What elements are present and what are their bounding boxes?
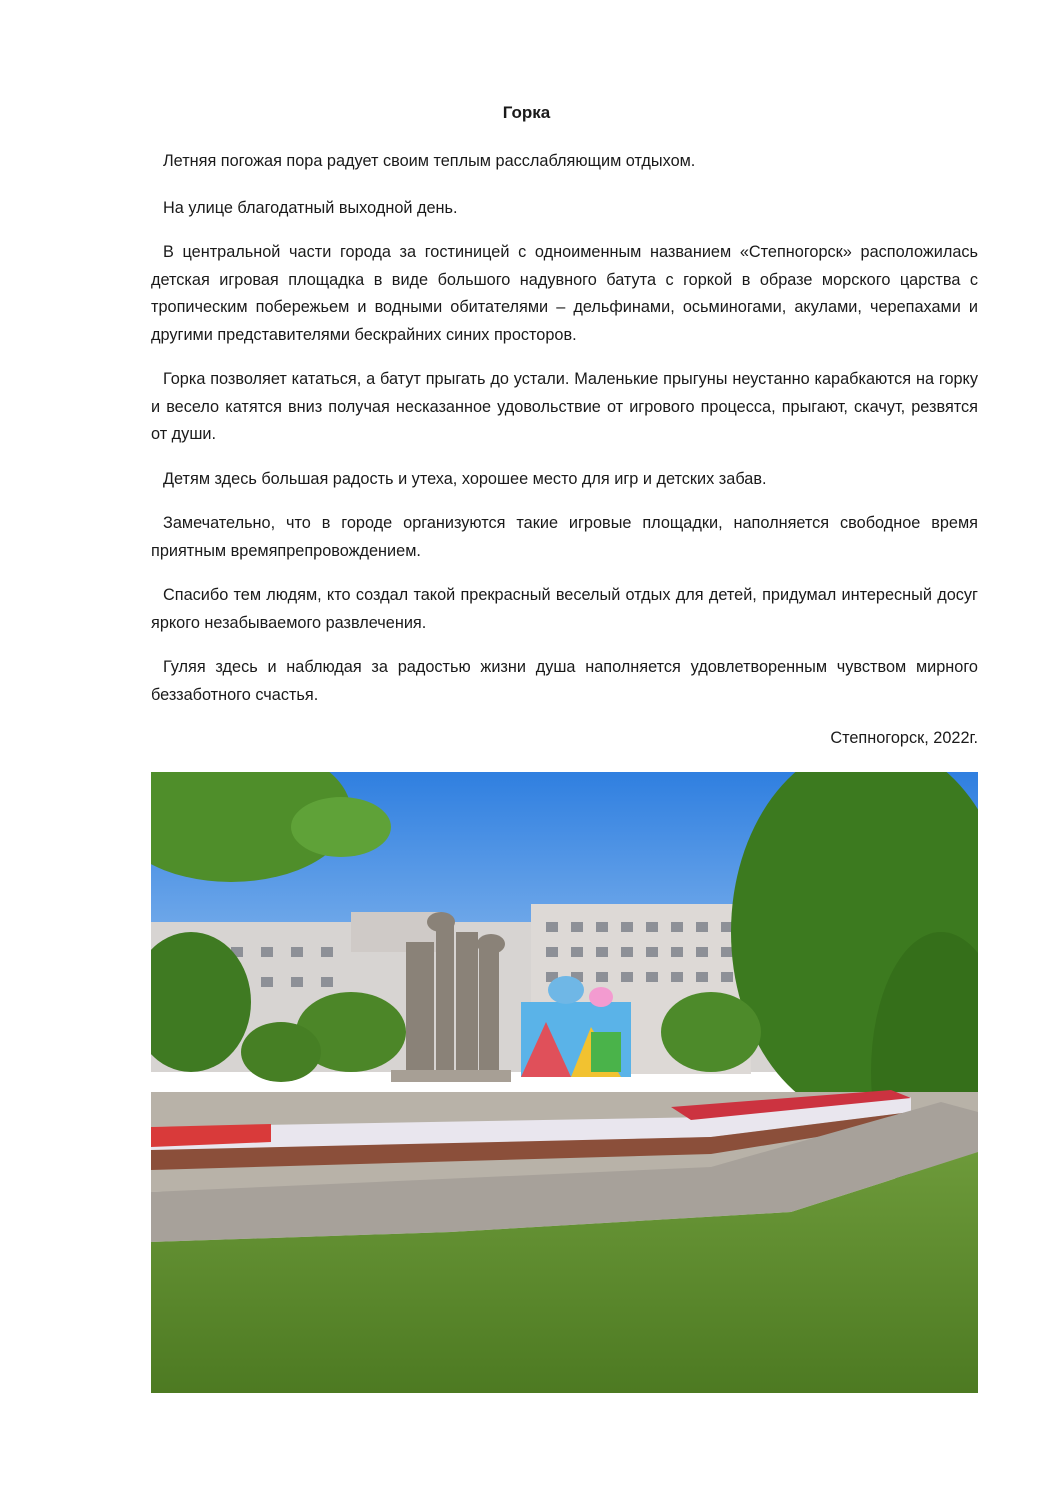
paragraph: В центральной части города за гостиницей с одноименным названием «Степногорск» расположилась детская игровая площадка в виде большого надувного батута с горкой в образе морского царства с тропическим побережьем и водными обитателями – дельфинами, осьминогами, акулами, черепахами и другими представителями бескрайних синих просторов. — [151, 243, 978, 344]
paragraph: Горка позволяет кататься, а батут прыгать до устали. Маленькие прыгуны неустанно карабкаются на горку и весело катятся вниз получая несказанное удовольствие от игрового процесса, прыгают, скачут, резвятся от души. — [151, 370, 978, 443]
paragraph: На улице благодатный выходной день. — [163, 198, 458, 217]
paragraph: Детям здесь большая радость и утеха, хорошее место для игр и детских забав. — [163, 469, 767, 488]
paragraph: Спасибо тем людям, кто создал такой прекрасный веселый отдых для детей, придумал интересный досуг яркого незабываемого развлечения. — [151, 586, 978, 632]
document-body — [151, 148, 978, 726]
signature: Степногорск, 2022г. — [830, 729, 978, 747]
document-title: Горка — [502, 103, 551, 122]
paragraph: Замечательно, что в городе организуются такие игровые площадки, наполняется свободное время приятным времяпрепровождением. — [151, 514, 978, 560]
paragraph: Летняя погожая пора радует своим теплым расслабляющим отдыхом. — [163, 152, 696, 170]
park-photo — [151, 772, 978, 1393]
paragraph: Гуляя здесь и наблюдая за радостью жизни душа наполняется удовлетворенным чувством мирного беззаботного счастья. — [151, 658, 978, 704]
